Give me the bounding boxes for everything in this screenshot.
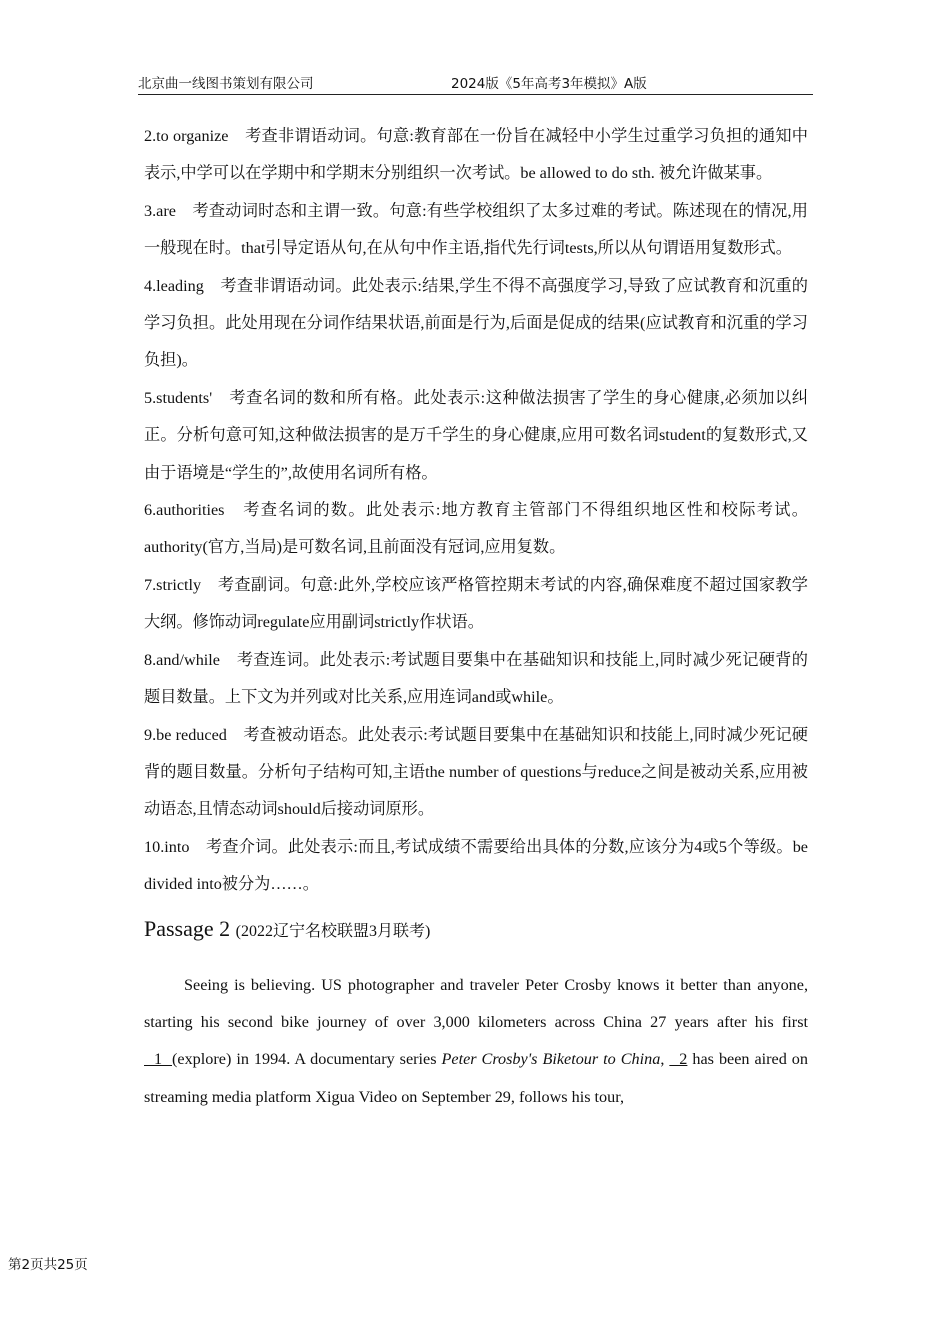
answer-item: 3.are 考查动词时态和主谓一致。句意:有些学校组织了太多过难的考试。陈述现在的情况,用一般现在时。that引导定语从句,在从句中作主语,指代先行词tests,所以从句谓语用复数形式。 bbox=[144, 201, 808, 258]
passage-body bbox=[144, 967, 808, 1117]
answer-item: 8.and/while 考查连词。此处表示:考试题目要集中在基础知识和技能上,同时减少死记硬背的题目数量。上下文为并列或对比关系,应用连词and或while。 bbox=[144, 650, 808, 707]
documentary-title: Peter Crosby's Biketour to China bbox=[441, 1050, 661, 1069]
answer-item: 5.students' 考查名词的数和所有格。此处表示:这种做法损害了学生的身心健康,必须加以纠正。分析句意可知,这种做法损害的是万千学生的身心健康,应用可数名词student的复数形式,又由于语境是“学生的”,故使用名词所有格。 bbox=[144, 388, 808, 482]
page-header bbox=[138, 72, 813, 95]
passage-heading bbox=[144, 914, 808, 947]
page-content bbox=[144, 118, 808, 1116]
passage-text: Seeing is believing. US photographer and traveler Peter Crosby knows it better than anyone, starting his second bike journey of over 3,000 kilometers across China 27 years after his first bbox=[144, 975, 808, 1031]
answer-item: 4.leading 考查非谓语动词。此处表示:结果,学生不得不高强度学习,导致了应试教育和沉重的学习负担。此处用现在分词作结果状语,前面是行为,后面是促成的结果(应试教育和沉重的学习负担)。 bbox=[144, 276, 808, 370]
blank-1: 1 bbox=[144, 1050, 173, 1069]
answer-item: 7.strictly 考查副词。句意:此外,学校应该严格管控期末考试的内容,确保难度不超过国家教学大纲。修饰动词regulate应用副词strictly作状语。 bbox=[144, 575, 808, 632]
passage-text: has been aired on streaming media platform Xigua Video on September 29, follows his tour, bbox=[144, 1050, 808, 1106]
answer-item: 6.authorities 考查名词的数。此处表示:地方教育主管部门不得组织地区性和校际考试。authority(官方,当局)是可数名词,且前面没有冠词,应用复数。 bbox=[144, 501, 808, 557]
header-publisher: 北京曲一线图书策划有限公司 bbox=[138, 76, 314, 92]
header-book-title: 2024版《5年高考3年模拟》A版 bbox=[451, 76, 647, 92]
passage-source: (2022辽宁名校联盟3月联考) bbox=[235, 922, 431, 940]
passage-text: (explore) in 1994. A documentary series bbox=[172, 1050, 442, 1069]
answer-item: 10.into 考查介词。此处表示:而且,考试成绩不需要给出具体的分数,应该分为4或5个等级。be divided into被分为……。 bbox=[144, 837, 808, 894]
page-footer: 第2页共25页 bbox=[8, 1257, 88, 1273]
answer-item: 9.be reduced 考查被动语态。此处表示:考试题目要集中在基础知识和技能上,同时减少死记硬背的题目数量。分析句子结构可知,主语the number of questions与reduce之间是被动关系,应用被动语态,且情态动词should后接动词原形。 bbox=[144, 725, 808, 819]
blank-2: 2 bbox=[669, 1050, 688, 1069]
passage-text: , bbox=[660, 1050, 670, 1069]
answer-item: 2.to organize 考查非谓语动词。句意:教育部在一份旨在减轻中小学生过重学习负担的通知中表示,中学可以在学期中和学期末分别组织一次考试。be allowed to do sth. 被允许做某事。 bbox=[144, 127, 808, 183]
passage-title: Passage 2 bbox=[144, 915, 231, 941]
